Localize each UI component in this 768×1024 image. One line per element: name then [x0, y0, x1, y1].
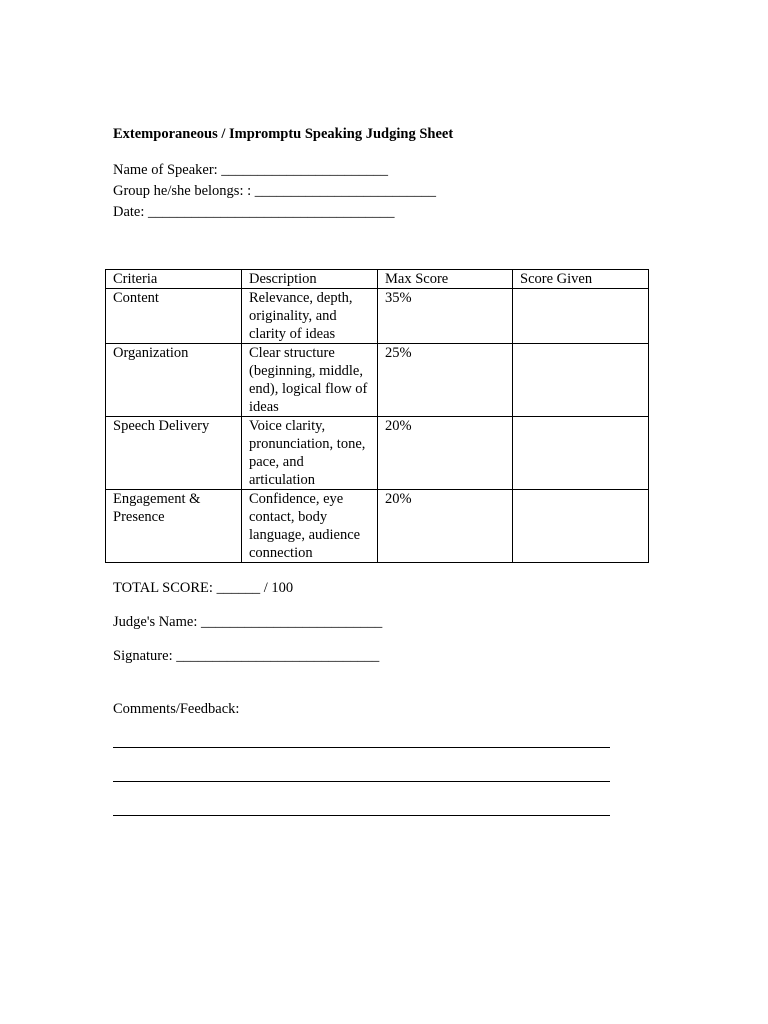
header-score-given: Score Given: [513, 270, 649, 289]
max-score-cell: 25%: [378, 344, 513, 417]
max-score-cell: 20%: [378, 417, 513, 490]
criteria-cell: Speech Delivery: [106, 417, 242, 490]
criteria-cell: Organization: [106, 344, 242, 417]
table-row: [106, 417, 649, 490]
header-criteria: Criteria: [106, 270, 242, 289]
description-cell: Voice clarity, pronunciation, tone, pace, and articulation: [242, 417, 378, 490]
comment-line[interactable]: [113, 781, 610, 782]
judge-name-field: Judge's Name: _________________________: [113, 614, 383, 630]
comments-label: Comments/Feedback:: [113, 701, 240, 717]
comment-line[interactable]: [113, 815, 610, 816]
table-header-row: [106, 270, 649, 289]
description-cell: Relevance, depth, originality, and clarity of ideas: [242, 289, 378, 344]
score-given-cell[interactable]: [513, 417, 649, 490]
table-row: [106, 289, 649, 344]
speaker-name-field: Name of Speaker: _______________________: [113, 162, 389, 178]
comment-line[interactable]: [113, 747, 610, 748]
total-score-field: TOTAL SCORE: ______ / 100: [113, 580, 294, 596]
score-given-cell[interactable]: [513, 289, 649, 344]
header-description: Description: [242, 270, 378, 289]
description-cell: Clear structure (beginning, middle, end), logical flow of ideas: [242, 344, 378, 417]
header-max-score: Max Score: [378, 270, 513, 289]
judging-criteria-table: [105, 269, 649, 563]
table-row: [106, 490, 649, 563]
criteria-cell: Engagement & Presence: [106, 490, 242, 563]
score-given-cell[interactable]: [513, 344, 649, 417]
score-given-cell[interactable]: [513, 490, 649, 563]
description-cell: Confidence, eye contact, body language, audience connection: [242, 490, 378, 563]
table-row: [106, 344, 649, 417]
max-score-cell: 35%: [378, 289, 513, 344]
date-field: Date: __________________________________: [113, 204, 395, 220]
max-score-cell: 20%: [378, 490, 513, 563]
document-title: Extemporaneous / Impromptu Speaking Judging Sheet: [113, 126, 454, 142]
criteria-cell: Content: [106, 289, 242, 344]
signature-field: Signature: ____________________________: [113, 648, 380, 664]
group-field: Group he/she belongs: : _________________________: [113, 183, 437, 199]
